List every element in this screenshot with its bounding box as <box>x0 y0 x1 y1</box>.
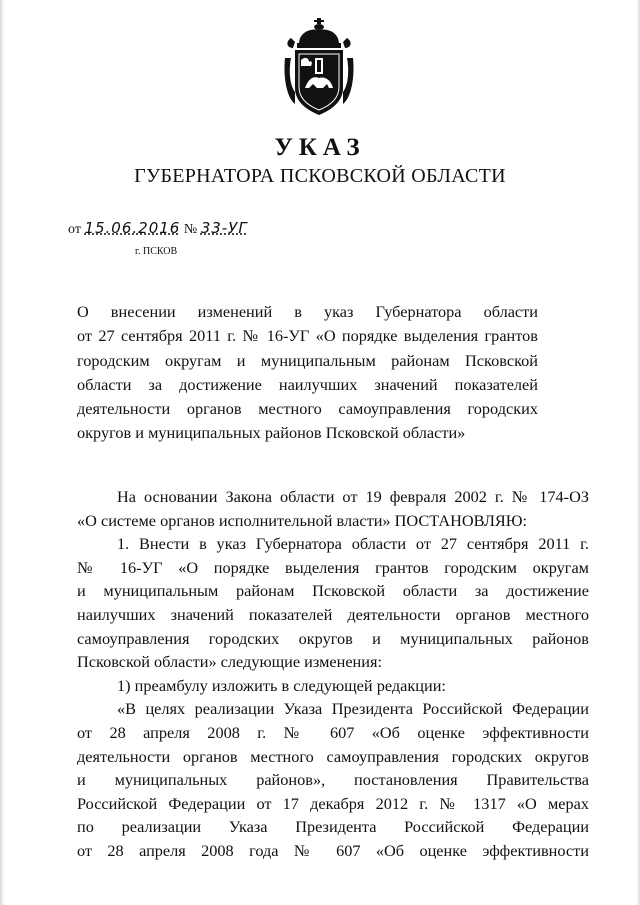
subject-line: области за достижение наилучших значений показателей <box>77 374 538 394</box>
decree-subject <box>77 300 538 446</box>
subject-line: деятельности органов местного самоуправления городских <box>77 399 538 419</box>
subject-line: городским округам и муниципальным районам Псковской <box>77 350 538 370</box>
body-line: № 16-УГ «О порядке выделения грантов городским округам <box>77 557 589 577</box>
subject-line: О внесении изменений в указ Губернатора области <box>77 302 538 321</box>
date-prefix: от <box>68 222 81 237</box>
body-line: по реализации Указа Президента Российской Федерации <box>77 817 589 837</box>
subject-line: от 27 сентября 2011 г. № 16-УГ «О порядке выделения грантов <box>77 326 538 346</box>
body-line: «О системе органов исполнительной власти» ПОСТАНОВЛЯЮ: <box>77 510 527 530</box>
document-subtitle: ГУБЕРНАТОРА ПСКОВСКОЙ ОБЛАСТИ <box>134 165 506 187</box>
body-line: и муниципальным районам Псковской области за достижение <box>77 581 589 601</box>
decree-body <box>77 485 589 863</box>
handwritten-date: 15.06.2016 <box>84 219 181 237</box>
body-line: Российской Федерации от 17 декабря 2012 г. № 1317 «О мерах <box>77 793 589 813</box>
body-line: от 28 апреля 2008 года № 607 «Об оценке эффективности <box>77 840 589 860</box>
number-sign: № <box>183 222 198 237</box>
body-line: от 28 апреля 2008 г. № 607 «Об оценке эффективности <box>77 722 589 742</box>
handwritten-number: 33-УГ <box>200 219 248 237</box>
body-line: 1. Внести в указ Губернатора области от 27 сентября 2011 г. <box>117 534 589 554</box>
document-title: УКАЗ <box>274 134 366 161</box>
body-line: Псковской области» следующие изменения: <box>77 652 382 672</box>
city-label: г. ПСКОВ <box>135 246 178 257</box>
subject-line: округов и муниципальных районов Псковской области» <box>77 423 466 443</box>
body-line: «В целях реализации Указа Президента Российской Федерации <box>117 699 589 719</box>
body-line: самоуправления городских округов и муниципальных районов <box>77 628 589 648</box>
date-number-line <box>68 219 248 238</box>
body-line: и муниципальных районов», постановления Правительства <box>77 770 589 790</box>
body-line: На основании Закона области от 19 февраля 2002 г. № 174-ОЗ <box>117 487 589 506</box>
body-line: 1) преамбулу изложить в следующей редакции: <box>117 675 446 695</box>
body-line: деятельности органов местного самоуправления городских округов <box>77 746 589 766</box>
body-line: наилучших значений показателей деятельности органов местного <box>77 604 589 624</box>
pskov-coat-of-arms-icon <box>281 18 357 118</box>
